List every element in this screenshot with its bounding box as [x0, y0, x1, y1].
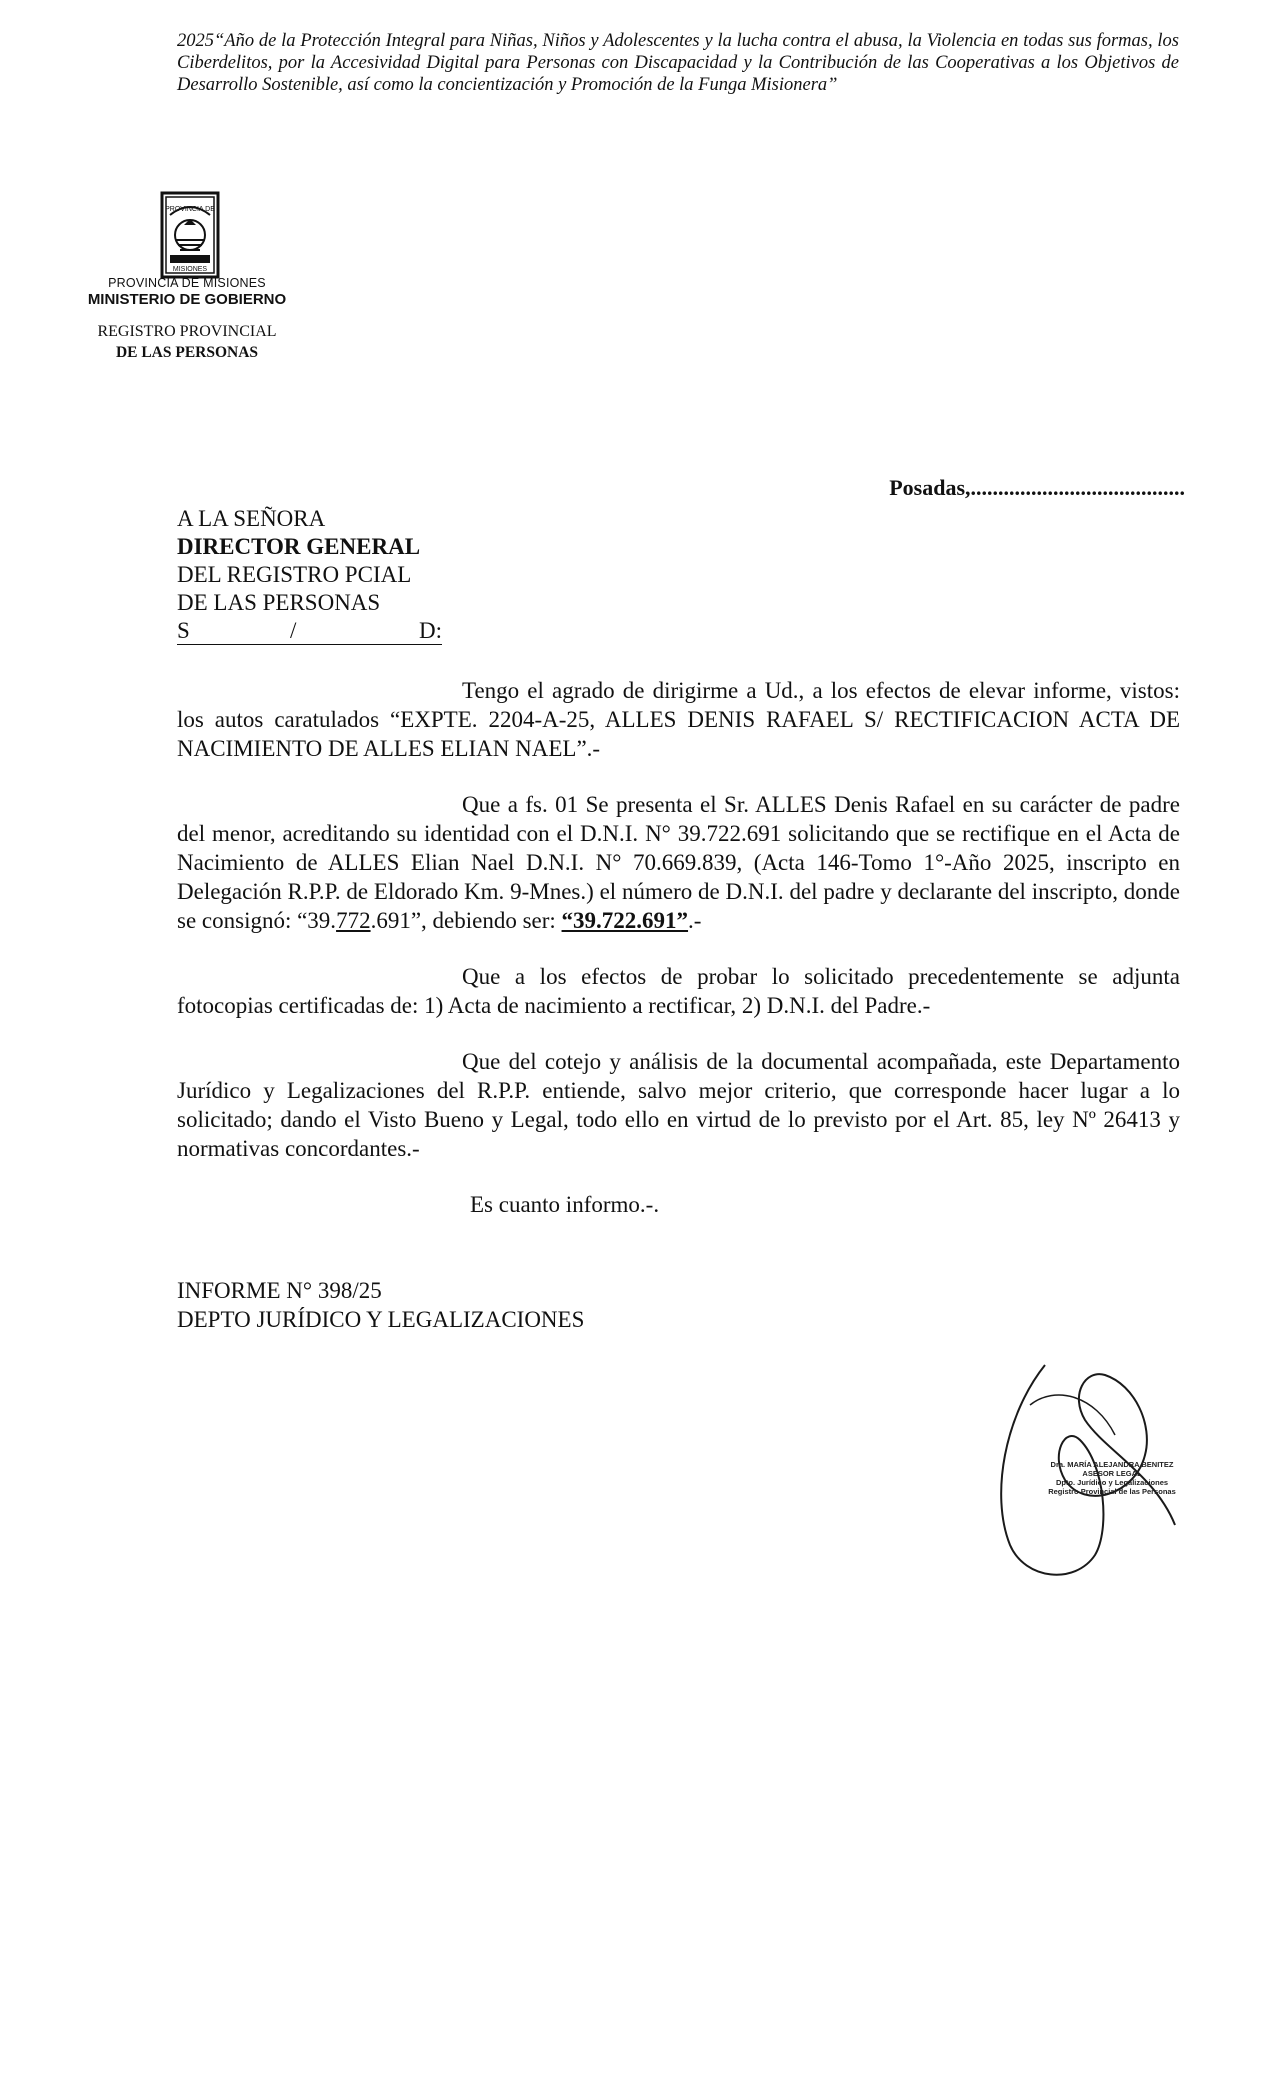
stamp-line4: Registro Provincial de las Personas: [1048, 1487, 1176, 1496]
addressee-line2: DIRECTOR GENERAL: [177, 534, 421, 559]
paragraph-1: Tengo el agrado de dirigirme a Ud., a los efectos de elevar informe, vistos: los autos caratulados “EXPTE. 2204-A-25, ALLES DENIS RAFAEL S/ RECTIFICACION ACTA DE NACIMIENTO DE ALLES ELIAN NAEL”.-: [177, 678, 1180, 761]
closing-line: Es cuanto informo.-.: [470, 1192, 660, 1217]
signature-stamp: [1037, 1460, 1187, 1496]
registry-name-line1: REGISTRO PROVINCIAL: [97, 323, 277, 340]
sd-d: D:: [419, 618, 442, 643]
wrong-digits: 772: [336, 908, 371, 933]
department-name: DEPTO JURÍDICO Y LEGALIZACIONES: [177, 1307, 585, 1332]
stamp-line2: ASESOR LEGAL: [1082, 1469, 1142, 1478]
correct-dni: “39.722.691”: [561, 908, 689, 933]
addressee-line3: DEL REGISTRO PCIAL: [177, 562, 412, 587]
ministry-name: MINISTERIO DE GOBIERNO: [87, 291, 287, 308]
place-date: Posadas,.......................................: [889, 475, 1185, 500]
sd-s: S: [177, 618, 190, 643]
paragraph-3: Que a los efectos de probar lo solicitado precedentemente se adjunta fotocopias certificadas de: 1) Acta de nacimiento a rectificar, 2) D.N.I. del Padre.-: [177, 964, 1180, 1018]
year-motto: 2025“Año de la Protección Integral para Niñas, Niños y Adolescentes y la lucha contra el abusa, la Violencia en todas sus formas, los Ciberdelitos, por la Accesividad Digital para Personas con Discapacidad y la Contribución de las Cooperativas a los Objetivos de Desarrollo Sostenible, así como la concientización y Promoción de la Funga Misionera”: [177, 31, 1179, 95]
report-number: INFORME N° 398/25: [177, 1278, 382, 1303]
stamp-line3: Dpto. Jurídico y Legalizaciones: [1055, 1478, 1169, 1487]
paragraph-2: [177, 790, 1180, 935]
province-name: PROVINCIA DE MISIONES: [108, 276, 266, 290]
sd-slash: /: [290, 618, 297, 643]
paragraph-4: Que del cotejo y análisis de la documental acompañada, este Departamento Jurídico y Legalizaciones del R.P.P. entiende, salvo mejor criterio, que corresponde hacer lugar a lo solicitado; dando el Visto Bueno y Legal, todo ello en virtud de lo previsto por el Art. 85, ley Nº 26413 y normativas concordantes.-: [177, 1049, 1180, 1161]
sd-line: [177, 617, 442, 645]
addressee-line4: DE LAS PERSONAS: [177, 590, 381, 615]
paragraph-2-text-b: .691”, debiendo ser:: [370, 908, 562, 933]
emblem-bottom-text: MISIONES: [172, 266, 208, 273]
addressee-line1: A LA SEÑORA: [177, 506, 326, 531]
paragraph-2-text-a: Que a fs. 01 Se presenta el Sr. ALLES Denis Rafael en su carácter de padre del menor, acreditando su identidad con el D.N.I. N° 39.722.691 solicitando que se rectifique en el Acta de Nacimiento de ALLES Elian Nael D.N.I. N° 70.669.839, (Acta 146-Tomo 1°-Año 2025, inscripto en Delegación R.P.P. de Eldorado Km. 9-Mnes.) el número de D.N.I. del padre y declarante del inscripto, donde se consignó: “39.: [177, 792, 1180, 933]
misiones-coat-of-arms-icon: [140, 185, 240, 285]
registry-name-line2: DE LAS PERSONAS: [115, 344, 259, 361]
paragraph-2-text-c: .-: [688, 908, 702, 933]
emblem-top-text: PROVINCIA DE: [165, 206, 215, 213]
stamp-line1: Dra. MARÍA ALEJANDRA BENITEZ: [1050, 1460, 1174, 1469]
